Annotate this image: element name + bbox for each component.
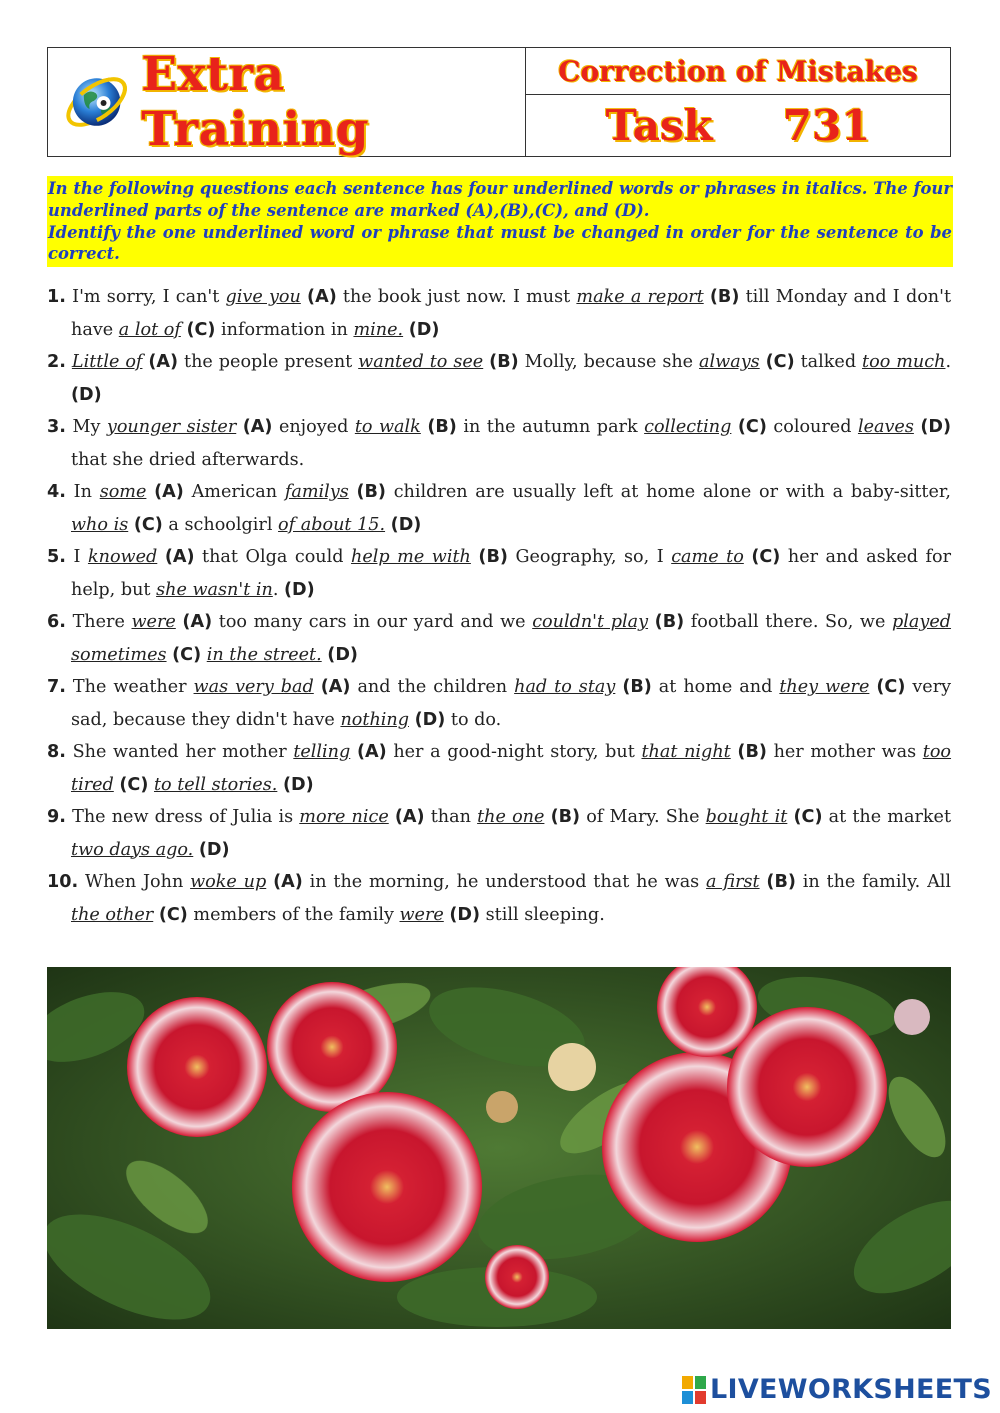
underlined-phrase: more nice	[299, 807, 389, 827]
option-label: (D)	[390, 514, 422, 535]
underlined-phrase: in the street.	[206, 644, 322, 665]
task-panel	[526, 48, 950, 156]
sentence-text: in the morning, he understood that he was	[302, 872, 707, 892]
question-number: 10.	[47, 872, 79, 892]
underlined-phrase: two days ago.	[71, 839, 194, 860]
question-number: 9.	[47, 807, 66, 827]
sentence-text: till Monday and I don't have	[71, 287, 952, 340]
globe-icon	[62, 67, 131, 137]
option-label: (C)	[793, 807, 823, 827]
question-number: 7.	[47, 677, 66, 697]
option-label: (B)	[478, 547, 508, 567]
instructions	[47, 176, 953, 267]
option-label: (B)	[356, 482, 386, 502]
sentence-text	[648, 612, 655, 632]
sentence-text: at the market	[822, 807, 952, 827]
underlined-phrase: telling	[293, 742, 351, 762]
underlined-phrase: nothing	[340, 709, 409, 730]
question-number: 2.	[47, 352, 66, 372]
sentence-text: her a good-night story, but	[386, 742, 642, 762]
sentence-text: I'm sorry, I can't	[72, 287, 226, 307]
footer-logo	[682, 1374, 992, 1405]
underlined-phrase: had to stay	[514, 677, 616, 697]
question-number: 6.	[47, 612, 66, 632]
sentence-text: her mother was	[766, 742, 923, 762]
underlined-phrase: knowed	[87, 547, 158, 567]
sentence-text: Molly, because she	[518, 352, 700, 372]
instruction-line: In the following questions each sentence has four underlined words or phrases in italics. The four underlined parts of the sentence are marked (A),(B),(C), and (D).	[48, 179, 952, 220]
sentence-text: members of the family	[187, 904, 400, 925]
sentence-text: of Mary. She	[580, 807, 706, 827]
option-label: (C)	[765, 352, 795, 372]
sentence-text: In	[73, 482, 100, 502]
task-number: 731	[782, 101, 871, 150]
sentence-text: in the family. All	[795, 872, 952, 892]
underlined-phrase: they were	[779, 677, 870, 697]
underlined-phrase: to walk	[354, 417, 421, 437]
sentence-text: football there. So, we	[684, 612, 893, 632]
option-label: (C)	[186, 319, 216, 340]
option-label: (A)	[307, 287, 337, 307]
underlined-phrase: were	[399, 904, 444, 925]
sentence-text: still sleeping.	[480, 904, 605, 925]
question-item	[47, 281, 951, 346]
question-item	[47, 541, 951, 606]
underlined-phrase: was very bad	[193, 677, 314, 697]
sentence-text: There	[72, 612, 132, 632]
question-item	[47, 671, 951, 736]
dahlia-image	[47, 967, 951, 1329]
question-item	[47, 346, 951, 411]
sentence-text: than	[424, 807, 478, 827]
brand-title: Extra Training	[141, 47, 369, 157]
option-label: (B)	[489, 352, 519, 372]
question-item	[47, 411, 951, 476]
sentence-text: children are usually left at home alone or with a baby-sitter,	[385, 482, 951, 502]
option-label: (C)	[133, 514, 163, 535]
question-number: 3.	[47, 417, 66, 437]
underlined-phrase: too tired	[71, 742, 952, 795]
sentence-text: talked	[794, 352, 863, 372]
sentence-text: a schoolgirl	[162, 514, 279, 535]
option-label: (A)	[394, 807, 425, 827]
option-label: (C)	[876, 677, 906, 697]
sentence-text: .	[272, 579, 284, 600]
sentence-text: too many cars in our yard and we	[212, 612, 533, 632]
option-label: (B)	[709, 287, 740, 307]
sentence-text: very sad, because they didn't have	[71, 677, 952, 730]
underlined-phrase: collecting	[644, 417, 732, 437]
underlined-phrase: were	[131, 612, 176, 632]
option-label: (C)	[172, 644, 202, 665]
underlined-phrase: too much	[862, 352, 946, 372]
question-number: 4.	[47, 482, 66, 502]
option-label: (C)	[751, 547, 781, 567]
option-label: (D)	[198, 839, 230, 860]
sentence-text: The weather	[72, 677, 194, 697]
sentence-text: Geography, so, I	[507, 547, 672, 567]
underlined-phrase: that night	[641, 742, 731, 762]
sentence-text: I	[73, 547, 88, 567]
sentence-text: to do.	[445, 709, 502, 730]
underlined-phrase: mine.	[353, 319, 404, 340]
sentence-text: American	[183, 482, 285, 502]
question-item	[47, 736, 951, 801]
option-label: (B)	[622, 677, 652, 697]
option-label: (D)	[449, 904, 481, 925]
question-item	[47, 866, 951, 931]
sentence-text: and the children	[350, 677, 515, 697]
option-label: (D)	[408, 319, 440, 340]
underlined-phrase: some	[99, 482, 147, 502]
option-label: (A)	[356, 742, 387, 762]
instruction-line: Identify the one underlined word or phrase that must be changed in order for the sentence to be correct.	[48, 222, 952, 264]
underlined-phrase: help me with	[351, 547, 471, 567]
question-item	[47, 476, 951, 541]
sentence-text	[350, 742, 357, 762]
sentence-text: that she dried afterwards.	[71, 449, 305, 470]
sentence-text: The new dress of Julia is	[72, 807, 300, 827]
question-number: 8.	[47, 742, 66, 762]
option-label: (B)	[766, 872, 796, 892]
underlined-phrase: came to	[671, 547, 744, 567]
sentence-text: the people present	[178, 352, 359, 372]
task-label: Task	[605, 101, 713, 150]
sentence-text: the book just now. I must	[336, 287, 577, 307]
underlined-phrase: give you	[225, 287, 301, 307]
underlined-phrase: she wasn't in	[156, 579, 273, 600]
sentence-text: information in	[215, 319, 354, 340]
option-label: (C)	[158, 904, 188, 925]
option-label: (D)	[327, 644, 358, 665]
sentence-text	[314, 677, 321, 697]
sentence-text	[146, 482, 154, 502]
sentence-text: coloured	[766, 417, 858, 437]
underlined-phrase: make a report	[576, 287, 704, 307]
question-number: 5.	[47, 547, 66, 567]
underlined-phrase: who is	[71, 514, 129, 535]
dahlia-photo	[47, 967, 951, 1329]
sentence-text: When John	[85, 872, 191, 892]
question-list	[47, 281, 951, 931]
underlined-phrase: a first	[706, 872, 760, 892]
option-label: (B)	[737, 742, 767, 762]
sentence-text	[157, 547, 165, 567]
underlined-phrase: leaves	[857, 417, 914, 437]
underlined-phrase: of about 15.	[278, 514, 386, 535]
task-number-row	[526, 95, 950, 156]
underlined-phrase: younger sister	[106, 417, 237, 437]
sentence-text: My	[72, 417, 107, 437]
sentence-text: that Olga could	[194, 547, 352, 567]
underlined-phrase: bought it	[705, 807, 788, 827]
liveworksheets-logo-icon	[682, 1376, 706, 1404]
option-label: (A)	[242, 417, 273, 437]
sentence-text: her and asked for help, but	[71, 547, 952, 600]
sentence-text: .	[945, 352, 952, 372]
question-item	[47, 606, 951, 671]
underlined-phrase: wanted to see	[358, 352, 484, 372]
option-label: (B)	[427, 417, 457, 437]
underlined-phrase: played sometimes	[71, 612, 952, 665]
option-label: (B)	[654, 612, 685, 632]
underlined-phrase: couldn't play	[532, 612, 649, 632]
option-label: (C)	[737, 417, 767, 437]
underlined-phrase: always	[699, 352, 760, 372]
sentence-text: enjoyed	[272, 417, 355, 437]
option-label: (A)	[273, 872, 303, 892]
footer-brand: LIVEWORKSHEETS	[709, 1374, 992, 1405]
worksheet-header	[47, 47, 951, 157]
underlined-phrase: woke up	[190, 872, 267, 892]
option-label: (B)	[550, 807, 581, 827]
question-number: 1.	[47, 287, 66, 307]
underlined-phrase: a lot of	[118, 319, 181, 340]
task-type: Correction of Mistakes	[526, 48, 950, 95]
option-label: (D)	[284, 579, 315, 600]
option-label: (D)	[920, 417, 952, 437]
option-label: (D)	[71, 384, 102, 405]
option-label: (A)	[164, 547, 195, 567]
underlined-phrase: familys	[284, 482, 349, 502]
brand-panel	[48, 48, 526, 156]
option-label: (A)	[148, 352, 179, 372]
sentence-text: in the autumn park	[456, 417, 645, 437]
underlined-phrase: the other	[71, 904, 154, 925]
sentence-text: She wanted her mother	[72, 742, 294, 762]
option-label: (C)	[119, 774, 149, 795]
option-label: (D)	[414, 709, 446, 730]
option-label: (A)	[182, 612, 213, 632]
question-item	[47, 801, 951, 866]
option-label: (A)	[320, 677, 351, 697]
option-label: (D)	[282, 774, 314, 795]
option-label: (A)	[154, 482, 184, 502]
underlined-phrase: to tell stories.	[153, 774, 278, 795]
sentence-text: at home and	[651, 677, 780, 697]
underlined-phrase: Little of	[71, 352, 143, 372]
underlined-phrase: the one	[477, 807, 545, 827]
